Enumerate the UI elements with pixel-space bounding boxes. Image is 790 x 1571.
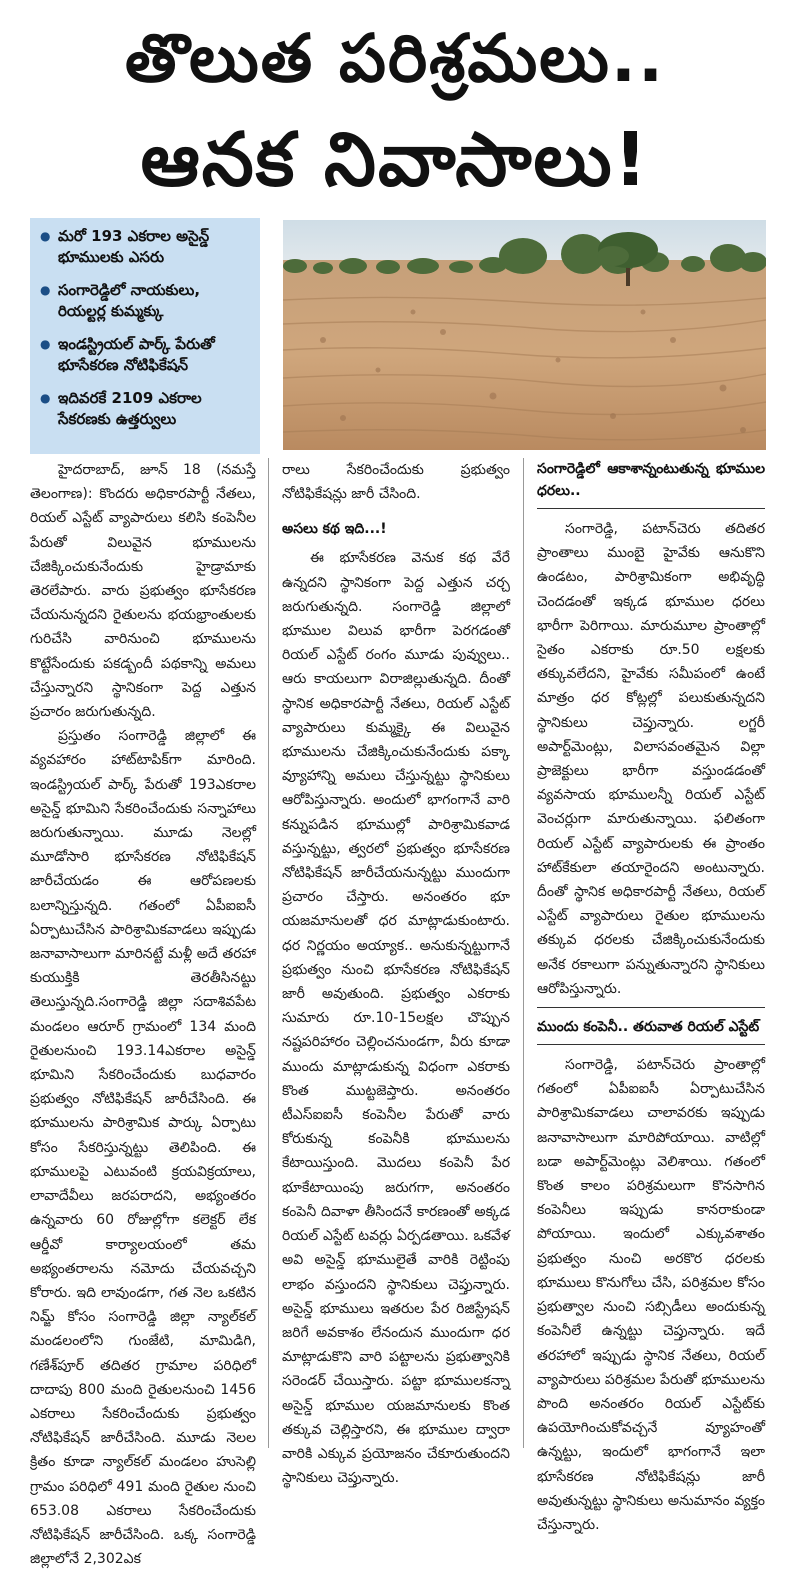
article-column-3 (537, 458, 765, 1537)
subheading-rule (537, 508, 765, 509)
headline-line-2: ఆనక నివాసాలు! (140, 117, 650, 203)
highlights-list (40, 226, 252, 430)
article-paragraph: సంగారెడ్డి, పటాన్‌చెరు తదితర ప్రాంతాలు ముంబై హైవేకు ఆనుకొని ఉండటం, పారిశ్రామికంగా అభివృద్ధి చెందడంతో ఇక్కడ భూముల ధరలు భారీగా పెరిగాయి. మారుమూల ప్రాంతాల్లో సైతం ఎకరాకు రూ.50 లక్షలకు తక్కువలేదని, హైవేకు సమీపంలో ఉంటే మాత్రం ధర కోట్లల్లో పలుకుతున్నదని స్థానికులు చెప్తున్నారు. లగ్జరీ అపార్ట్‌మెంట్లు, విలాసవంతమైన విల్లా ప్రాజెక్టులు భారీగా వస్తుండడంతో వ్యవసాయ భూములన్నీ రియల్ ఎస్టేట్ వెంచర్లుగా మారుతున్నాయి. ఫలితంగా రియల్ ఎస్టేట్ వ్యాపారులకు ఈ ప్రాంతం హాట్‌కేకులా తయారైందని అంటున్నారు. దీంతో స్థానిక అధికారపార్టీ నేతలు, రియల్ ఎస్టేట్ వ్యాపారులు రైతుల భూములను తక్కువ ధరలకు చేజిక్కించుకునేందుకు అనేక రకాలుగా పన్నుతున్నారని స్థానికులు ఆరోపిస్తున్నారు. (537, 521, 765, 997)
article-paragraph: హైదరాబాద్, జూన్ 18 (నమస్తే తెలంగాణ): కొందరు అధికారపార్టీ నేతలు, రియల్ ఎస్టేట్ వ్యాపారులు కలిసి కంపెనీల పేరుతో విలువైన భూములను చేజిక్కించుకునేందుకు హైడ్రామాకు తెరలేపారు. వారు ప్రభుత్వం భూసేకరణ చేయనున్నదని రైతులను భయభ్రాంతులకు గురిచేసి వారినుంచి భూములను కొట్టేసేందుకు పకడ్బందీ పథకాన్ని అమలు చేస్తున్నారని స్థానికంగా పెద్ద ఎత్తున ప్రచారం జరుగుతున్నది. (30, 462, 256, 721)
article-paragraph: సంగారెడ్డి, పటాన్‌చెరు ప్రాంతాల్లో గతంలో ఏపీఐఐసీ ఏర్పాటుచేసిన పారిశ్రామికవాడలు చాలావరకు ఇప్పుడు జనావాసాలుగా మారిపోయాయి. వాటిల్లో బడా అపార్ట్‌మెంట్లు వెలిశాయి. గతంలో కొంత కాలం పరిశ్రమలుగా కొనసాగిన కంపెనీలు ఇప్పుడు కానరాకుండా పోయాయి. ఇందులో ఎక్కువశాతం ప్రభుత్వం నుంచి అరకొర ధరలకు భూములు కొనుగోలు చేసి, పరిశ్రమల కోసం ప్రభుత్వాల నుంచి సబ్సిడీలు అందుకున్న కంపెనీలే ఉన్నట్టు చెప్తున్నారు. ఇదే తరహాలో ఇప్పుడు స్థానిక నేతలు, రియల్ వ్యాపారులు పరిశ్రమల పేరుతో భూములను పొంది అనంతరం రియల్ ఎస్టేట్‌కు ఉపయోగించుకోవచ్చనే వ్యూహంతో ఉన్నట్టు, ఇందులో భాగంగానే ఇలా భూసేకరణ నోటిఫికేషన్లు జారీ అవుతున్నట్టు స్థానికులు అనుమానం వ్యక్తం చేస్తున్నారు. (537, 1057, 765, 1533)
highlight-item: ● ఇండస్ట్రియల్ పార్క్ పేరుతో భూసేకరణ నోటిఫికేషన్ (40, 334, 252, 376)
subheading: ముందు కంపెనీ.. తరువాత రియల్ ఎస్టేట్ (537, 1019, 760, 1036)
article-paragraph: రాలు సేకరించేందుకు ప్రభుత్వం నోటిఫికేషన్లు జారీ చేసింది. (282, 462, 510, 503)
subheading-rule (537, 1044, 765, 1045)
article-paragraph: ఈ భూసేకరణ వెనుక కథ వేరే ఉన్నదని స్థానికంగా పెద్ద ఎత్తున చర్చ జరుగుతున్నది. సంగారెడ్డి జిల్లాలో భూముల విలువ భారీగా పెరగడంతో రియల్ ఎస్టేట్ రంగం మూడు పువ్వులు.. ఆరు కాయలుగా విరాజిల్లుతున్నది. దీంతో స్థానిక అధికారపార్టీ నేతలు, రియల్ ఎస్టేట్ వ్యాపారులు కుమ్మక్కై ఈ విలువైన భూములను చేజిక్కించుకునేందుకు పక్కా వ్యూహాన్ని అమలు చేస్తున్నట్టు స్థానికులు ఆరోపిస్తున్నారు. అందులో భాగంగానే వారి కన్నుపడిన భూముల్లో పారిశ్రామికవాడ వస్తున్నట్టు, త్వరలో ప్రభుత్వం భూసేకరణ నోటిఫికేషన్ జారీచేయనున్నట్టు ముందుగా ప్రచారం చేస్తారు. అనంతరం భూ యజమానులతో ధర మాట్లాడుకుంటారు. ధర నిర్ణయం అయ్యాక.. అనుకున్నట్టుగానే ప్రభుత్వం నుంచి భూసేకరణ నోటిఫికేషన్ జారీ అవుతుంది. ప్రభుత్వం ఎకరాకు సుమారు రూ.10-15లక్షల చొప్పున నష్టపరిహారం చెల్లించనుండగా, వీరు కూడా ముందు మాట్లాడుకున్న విధంగా ఎకరాకు కొంత ముట్టజెప్తారు. అనంతరం టీఎస్ఐఐసీ కంపెనీల పేరుతో వారు కోరుకున్న కంపెనీకి భూములను కేటాయిస్తుంది. మొదలు కంపెనీ పేర భూకేటాయింపు జరుగగా, అనంతరం కంపెనీ దివాళా తీసిందనే కారణంతో అక్కడ రియల్ ఎస్టేట్ టవర్లు ఏర్పడతాయి. ఒకవేళ అవి అసైన్డ్ భూములైతే వారికి రెట్టింపు లాభం వస్తుందని స్థానికులు చెప్తున్నారు. అసైన్డ్ భూములు ఇతరుల పేర రిజిస్ట్రేషన్ జరిగే అవకాశం లేనందున ముందుగా ధర మాట్లాడుకొని వారి పట్టాలను ప్రభుత్వానికి సరెండర్ చేయిస్తారు. పట్టా భూములకన్నా అసైన్డ్ భూముల యజమానులకు కొంత తక్కువ చెల్లిస్తారని, ఈ భూముల ద్వారా వారికి ఎక్కువ ప్రయోజనం చేకూరుతుందని స్థానికులు చెప్తున్నారు. (282, 550, 510, 1487)
subheading: సంగారెడ్డిలో ఆకాశాన్నంటుతున్న భూముల ధరలు.. (537, 461, 765, 499)
article-paragraph: ప్రస్తుతం సంగారెడ్డి జిల్లాలో ఈ వ్యవహారం హాట్‌టాపిక్‌గా మారింది. ఇండస్ట్రియల్ పార్క్ పేరుతో 193ఎకరాల అసైన్డ్ భూమిని సేకరించేందుకు సన్నాహాలు జరుగుతున్నాయి. మూడు నెలల్లో మూడోసారి భూసేకరణ నోటిఫికేషన్ జారీచేయడం ఈ ఆరోపణలకు బలాన్నిస్తున్నది. గతంలో ఏపీఐఐసీ ఏర్పాటుచేసిన పారిశ్రామికవాడలు ఇప్పుడు జనావాసాలుగా మారినట్టే మళ్లీ అదే తరహా కుయుక్తికి తెరతీసినట్టు తెలుస్తున్నది.సంగారెడ్డి జిల్లా సదాశివపేట మండలం ఆరూర్ గ్రామంలో 134 మంది రైతులనుంచి 193.14ఎకరాల అసైన్డ్ భూమిని సేకరించేందుకు బుధవారం ప్రభుత్వం నోటిఫికేషన్ జారీచేసింది. ఈ భూములను పారిశ్రామిక పార్కు ఏర్పాటు కోసం సేకరిస్తున్నట్టు తెలిపింది. ఈ భూములపై ఎటువంటి క్రయవిక్రయాలు, లావాదేవీలు జరపరాదని, అభ్యంతరం ఉన్నవారు 60 రోజుల్లోగా కలెక్టర్ లేక ఆర్డీవో కార్యాలయంలో తమ అభ్యంతరాలను నమోదు చేయవచ్చని కోరారు. ఇది లావుండగా, గత నెల ఒకటిన నిమ్జ్ కోసం సంగారెడ్డి జిల్లా న్యాల్‌కల్ మండలంలోని గుంజేటి, మామిడిగి, గణేశ్‌పూర్ తదితర గ్రామాల పరిధిలో దాదాపు 800 మంది రైతులనుంచి 1456 ఎకరాలు సేకరించేందుకు ప్రభుత్వం నోటిఫికేషన్ జారీచేసింది. మూడు నెలల క్రితం కూడా న్యాల్‌కల్ మండలం హుసెల్లి గ్రామం పరిధిలో 491 మంది రైతుల నుంచి 653.08 ఎకరాలు సేకరించేందుకు నోటిఫికేషన్ జారీచేసింది. ఒక్క సంగారెడ్డి జిల్లాలోనే 2,302ఎక (30, 728, 256, 1568)
article-column-1 (30, 458, 256, 1571)
column-divider (268, 458, 269, 1448)
highlight-item: ● మరో 193 ఎకరాల అసైన్డ్ భూములకు ఎసరు (40, 226, 252, 268)
photo-illustration (283, 220, 766, 450)
barren-land-photo (283, 220, 766, 450)
subheading: అసలు కథ ఇది...! (282, 521, 387, 538)
column-divider (523, 458, 524, 1448)
highlight-item: ● సంగారెడ్డిలో నాయకులు, రియల్టర్ల కుమ్మక్కు (40, 280, 252, 322)
article-column-2 (282, 458, 510, 1490)
headline-line-1: తొలుత పరిశ్రమలు.. (124, 20, 666, 97)
highlights-box (30, 218, 260, 454)
highlight-item: ● ఇదివరకే 2109 ఎకరాల సేకరణకు ఉత్తర్వులు (40, 388, 252, 430)
section-rule (537, 1007, 765, 1008)
